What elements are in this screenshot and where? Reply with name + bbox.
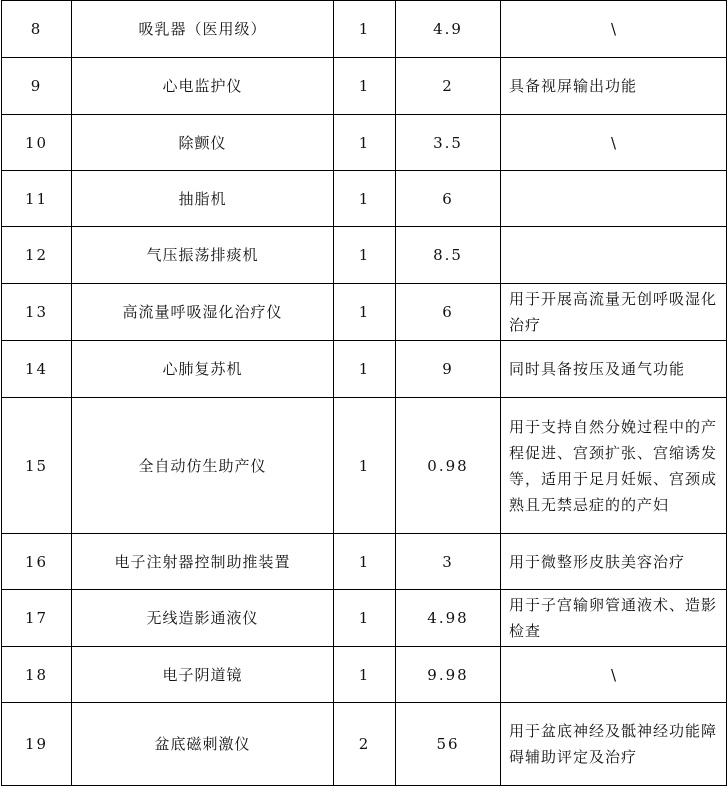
table-row [2, 590, 727, 647]
price: 3 [396, 534, 501, 590]
row-number: 18 [2, 647, 72, 703]
row-number: 10 [2, 115, 72, 171]
remark: 用于子宫输卵管通液术、造影检查 [501, 590, 727, 647]
equipment-name: 除颤仪 [72, 115, 334, 171]
remark: \ [501, 115, 727, 171]
price: 4.98 [396, 590, 501, 647]
table-row [2, 227, 727, 284]
equipment-name: 盆底磁刺激仪 [72, 703, 334, 786]
equipment-name: 无线造影通液仪 [72, 590, 334, 647]
equipment-name: 高流量呼吸湿化治疗仪 [72, 284, 334, 341]
remark: 用于支持自然分娩过程中的产程促进、宫颈扩张、宫缩诱发等，适用于足月妊娠、宫颈成熟且无禁忌症的的产妇 [501, 398, 727, 534]
equipment-name: 气压振荡排痰机 [72, 227, 334, 284]
remark: 用于开展高流量无创呼吸湿化治疗 [501, 284, 727, 341]
equipment-name: 电子阴道镜 [72, 647, 334, 703]
row-number: 19 [2, 703, 72, 786]
row-number: 8 [2, 1, 72, 58]
remark [501, 227, 727, 284]
quantity: 2 [334, 703, 396, 786]
remark: 同时具备按压及通气功能 [501, 341, 727, 398]
price: 0.98 [396, 398, 501, 534]
equipment-name: 抽脂机 [72, 171, 334, 227]
quantity: 1 [334, 171, 396, 227]
quantity: 1 [334, 284, 396, 341]
table-row [2, 115, 727, 171]
table-row [2, 341, 727, 398]
remark: 用于微整形皮肤美容治疗 [501, 534, 727, 590]
remark: 具备视屏输出功能 [501, 58, 727, 115]
row-number: 9 [2, 58, 72, 115]
quantity: 1 [334, 647, 396, 703]
row-number: 11 [2, 171, 72, 227]
table-row [2, 703, 727, 786]
remark: \ [501, 1, 727, 58]
price: 3.5 [396, 115, 501, 171]
row-number: 14 [2, 341, 72, 398]
quantity: 1 [334, 341, 396, 398]
price: 56 [396, 703, 501, 786]
row-number: 17 [2, 590, 72, 647]
equipment-name: 心电监护仪 [72, 58, 334, 115]
price: 6 [396, 171, 501, 227]
equipment-name: 心肺复苏机 [72, 341, 334, 398]
price: 4.9 [396, 1, 501, 58]
quantity: 1 [334, 58, 396, 115]
table-row [2, 647, 727, 703]
price: 6 [396, 284, 501, 341]
quantity: 1 [334, 227, 396, 284]
quantity: 1 [334, 534, 396, 590]
equipment-name: 全自动仿生助产仪 [72, 398, 334, 534]
price: 9 [396, 341, 501, 398]
quantity: 1 [334, 590, 396, 647]
table-row [2, 534, 727, 590]
remark: \ [501, 647, 727, 703]
price: 2 [396, 58, 501, 115]
price: 8.5 [396, 227, 501, 284]
table-row [2, 284, 727, 341]
equipment-table [1, 0, 727, 786]
remark [501, 171, 727, 227]
row-number: 16 [2, 534, 72, 590]
equipment-name: 吸乳器（医用级） [72, 1, 334, 58]
table-row [2, 58, 727, 115]
equipment-name: 电子注射器控制助推装置 [72, 534, 334, 590]
row-number: 15 [2, 398, 72, 534]
row-number: 12 [2, 227, 72, 284]
row-number: 13 [2, 284, 72, 341]
quantity: 1 [334, 1, 396, 58]
table-row [2, 398, 727, 534]
table-row [2, 1, 727, 58]
quantity: 1 [334, 115, 396, 171]
table-row [2, 171, 727, 227]
remark: 用于盆底神经及骶神经功能障碍辅助评定及治疗 [501, 703, 727, 786]
quantity: 1 [334, 398, 396, 534]
price: 9.98 [396, 647, 501, 703]
